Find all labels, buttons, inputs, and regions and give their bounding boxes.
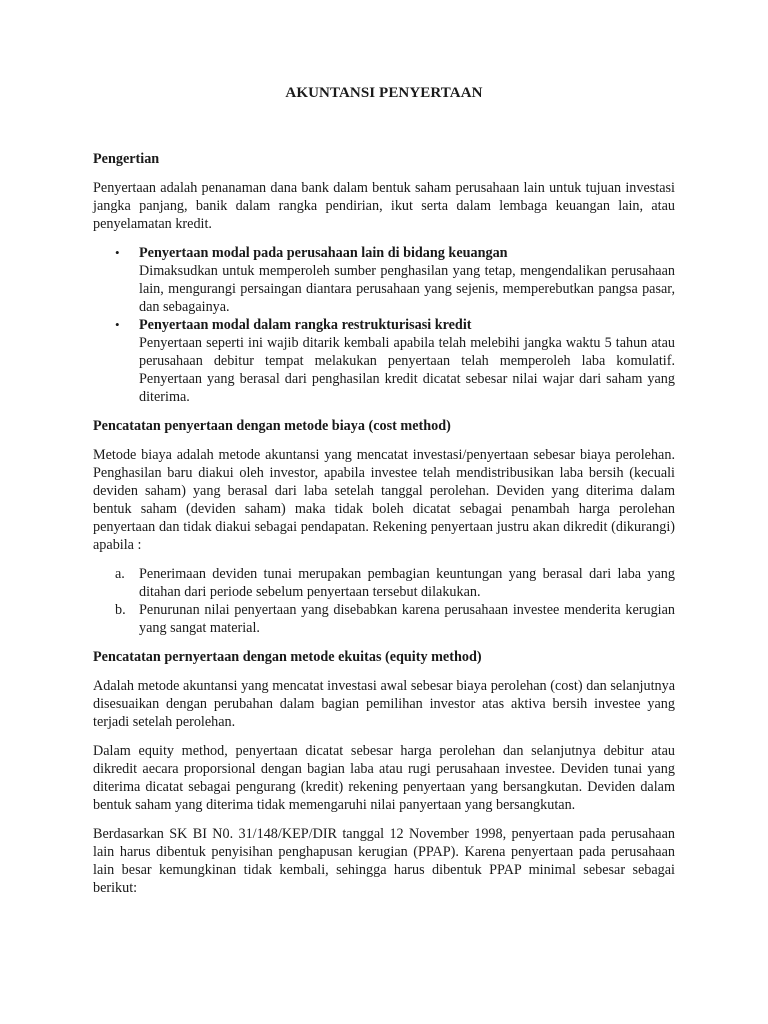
section-heading-cost-method: Pencatatan penyertaan dengan metode biaya (cost method) bbox=[93, 418, 451, 434]
bullet-title: Penyertaan modal dalam rangka restrukturisasi kredit bbox=[139, 317, 472, 333]
list-item-text: Penurunan nilai penyertaan yang disebabkan karena perusahaan investee menderita kerugian yang sangat material. bbox=[139, 602, 675, 636]
list-item bbox=[93, 565, 675, 601]
paragraph-pengertian: Penyertaan adalah penanaman dana bank dalam bentuk saham perusahaan lain untuk tujuan investasi jangka panjang, banik dalam rangka pendirian, ikut serta dalam lembaga keuangan lain, atau penyelamatan kredit. bbox=[93, 180, 675, 232]
bullet-list bbox=[93, 244, 675, 406]
list-item-text: Penerimaan deviden tunai merupakan pembagian keuntungan yang berasal dari laba yang ditahan dari periode sebelum penyertaan tersebut dilakukan. bbox=[139, 566, 675, 600]
document-page bbox=[93, 84, 675, 908]
bullet-title: Penyertaan modal pada perusahaan lain di bidang keuangan bbox=[139, 245, 508, 261]
document-title: AKUNTANSI PENYERTAAN bbox=[285, 85, 483, 101]
list-item bbox=[93, 316, 675, 406]
paragraph-equity-details: Dalam equity method, penyertaan dicatat sebesar harga perolehan dan selanjutnya debitur atau dikredit aecara proporsional dengan bagian laba atau rugi perusahaan investee. Deviden tunai yang diterima dicatat sebagai pengurang (kredit) rekening penyertaan yang bersangkutan. Deviden dalam bentuk saham yang diterima tidak memengaruhi nilai panyertaan yang bersangkutan. bbox=[93, 743, 675, 813]
bullet-text: Penyertaan seperti ini wajib ditarik kembali apabila telah melebihi jangka waktu 5 tahun atau perusahaan debitur tempat melakukan penyertaan telah memperoleh laba komulatif. Penyertaan yang berasal dari penghasilan kredit dicatat sebesar nilai wajar dari saham yang diterima. bbox=[139, 335, 675, 405]
paragraph-cost-method: Metode biaya adalah metode akuntansi yang mencatat investasi/penyertaan sebesar biaya perolehan. Penghasilan baru diakui oleh investor, apabila investee telah mendistribusikan laba bersih (kecuali deviden saham) yang berasal dari laba setelah tanggal perolehan. Deviden yang diterima dalam bentuk saham (deviden saham) maka tidak boleh dicatat sebagai penambah harga perolehan penyertaan dan tidak diakui sebagai pendapatan. Rekening penyertaan justru akan dikredit (dikurangi) apabila : bbox=[93, 447, 675, 553]
bullet-icon: • bbox=[115, 245, 120, 260]
list-marker: a. bbox=[115, 566, 125, 582]
bullet-text: Dimaksudkan untuk memperoleh sumber penghasilan yang tetap, mengendalikan perusahaan lain, mengurangi persaingan diantara perusahaan yang sejenis, memperebutkan pangsa pasar, dan sebagainya. bbox=[139, 263, 675, 315]
list-item bbox=[93, 244, 675, 316]
list-marker: b. bbox=[115, 602, 126, 618]
list-item bbox=[93, 601, 675, 637]
alpha-list bbox=[93, 565, 675, 637]
bullet-icon: • bbox=[115, 317, 120, 332]
paragraph-equity-definition: Adalah metode akuntansi yang mencatat investasi awal sebesar biaya perolehan (cost) dan selanjutnya disesuaikan dengan perubahan dalam bagian pemilihan investor atas aktiva bersih investee yang terjadi setelah perolehan. bbox=[93, 678, 675, 730]
paragraph-ppap: Berdasarkan SK BI N0. 31/148/KEP/DIR tanggal 12 November 1998, penyertaan pada perusahaan lain harus dibentuk penyisihan penghapusan kerugian (PPAP). Karena penyertaan pada perusahaan lain besar kemungkinan tidak kembali, sehingga harus dibentuk PPAP minimal sebesar sebagai berikut: bbox=[93, 826, 675, 896]
section-heading-pengertian: Pengertian bbox=[93, 151, 160, 167]
section-heading-equity-method: Pencatatan pernyertaan dengan metode ekuitas (equity method) bbox=[93, 649, 482, 665]
